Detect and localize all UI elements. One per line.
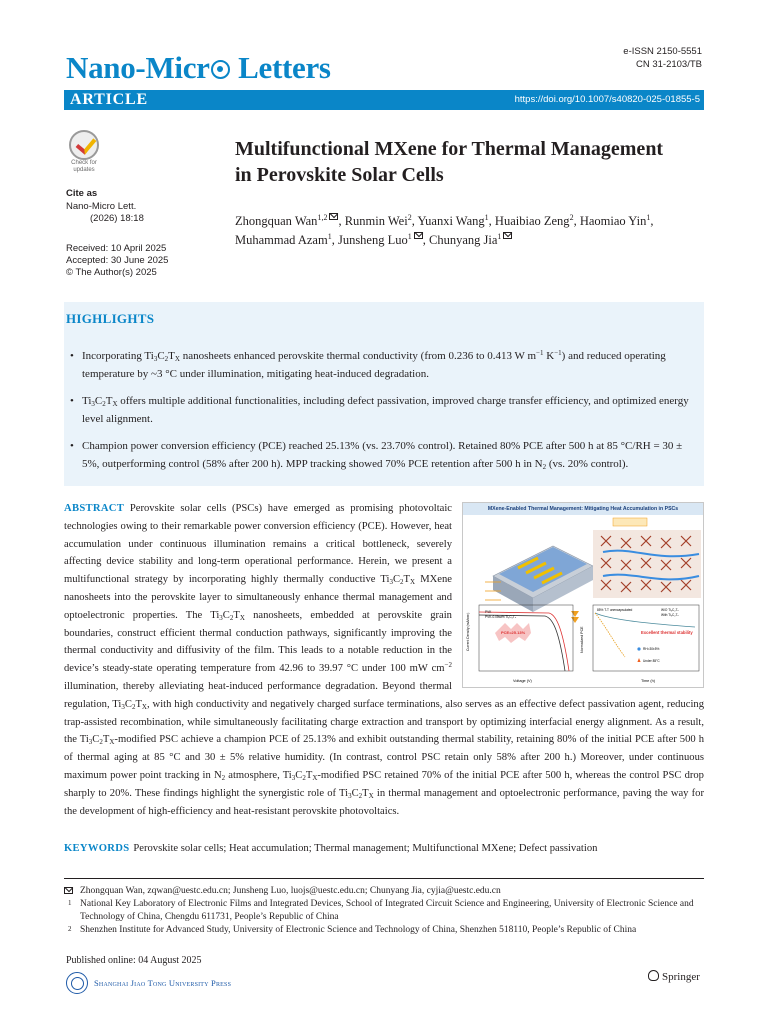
jv-curve-chart (465, 601, 577, 685)
author[interactable]: Junsheng Luo$^1$ (338, 233, 423, 247)
stability-legend-2: With Ti₃C₂Tₓ (661, 613, 679, 617)
jv-curve-control (479, 615, 565, 671)
doi-link[interactable]: https://doi.org/10.1007/s40820-025-01855-5 (514, 94, 700, 105)
highlight-item: • Incorporating $Ti_3C_2T_X$ nanosheets enhanced perovskite thermal conductivity (from 0.236 to 0.413 W $m^{-1}$ $K^{-1}$) and reduced operating temperature by ~3 °C under illumination, mitigating heat-induced degradation. (68, 347, 700, 383)
keywords-list: Perovskite solar cells; Heat accumulation; Thermal management; Multifunctional MXene; Defect passivation (133, 843, 598, 854)
copyright: © The Author(s) 2025 (66, 267, 157, 278)
author-list: Zhongquan Wan$^{1,2}$ , Runmin Wei$^2$, Yuanxi Wang$^1$, Huaibiao Zeng$^2$, Haomiao Yin$^1$, Muhammad Azam$^1$, Junsheng Luo$^1$ , Chunyang Jia$^1$ (235, 213, 654, 247)
stability-temp: Under 85°C (643, 659, 660, 663)
email-icon[interactable] (414, 232, 423, 239)
affiliation-1: 1 National Key Laboratory of Electronic Films and Integrated Devices, School of Integrated Circuit Science and Engineering, University of Electronic Science and Technology of China, Chengdu 611731, People’s Republic of China (68, 899, 694, 922)
publisher-name: Shanghai Jiao Tong University Press (94, 978, 232, 988)
author[interactable]: Runmin Wei$^2$ (344, 213, 412, 228)
stability-xlabel: Time (h) (641, 679, 655, 683)
highlights-box (64, 302, 704, 486)
accepted-date: Accepted: 30 June 2025 (66, 255, 169, 266)
published-online: Published online: 04 August 2025 (66, 955, 202, 966)
journal-logo-icon (211, 60, 230, 79)
highlight-item: • Champion power conversion efficiency (PCE) reached 25.13% (vs. 23.70% control). Retained 80% PCE after 500 h at 85 °C/RH = 30 ± 5%, outperforming control (58% after 200 h). MPP tracking showed 70% PCE retention after 500 h in $N_2$ (vs. 20% control). (68, 437, 700, 473)
stability-ylabel: Normalized PCE (580, 626, 584, 653)
stability-rh: RH=30±5% (643, 647, 660, 651)
highlight-item: • $Ti_3C_2T_X$ offers multiple additional functionalities, including defect passivation, improved charge transfer efficiency, and optimized energy level alignment. (68, 392, 700, 428)
abstract-heading: ABSTRACT (64, 503, 125, 514)
jv-legend-2: PVK-0.05wt% Ti₃C₂Tₓ (485, 615, 516, 619)
author[interactable]: Yuanxi Wang$^1$ (417, 213, 489, 228)
section-label: ARTICLE (70, 91, 148, 108)
email-icon[interactable] (329, 213, 338, 220)
corresponding-authors: Zhongquan Wan, zqwan@uestc.edu.cn; Junsheng Luo, luojs@uestc.edu.cn; Chunyang Jia, cyjia@uestc.edu.cn (64, 885, 704, 897)
email-icon[interactable] (503, 232, 512, 239)
author[interactable]: Muhammad Azam$^1$ (235, 232, 332, 247)
abstract: ABSTRACT Perovskite solar cells (PSCs) have emerged as promising photovoltaic technologies owing to their remarkable power conversion efficiency (PCE). However, heat accumulation under continuous illumination remains a critical bottleneck, severely affecting device stability and long-term operational performance. Herein, we present a multifunctional strategy by incorporating highly thermally conductive $Ti_3C_2T_X$ MXene nanosheets into the perovskite layer to simultaneously enhance thermal management and optoelectronic properties. The $Ti_3C_2T_X$ nanosheets, embedded at perovskite grain boundaries, construct efficient thermal conduction pathways, significantly improving the thermal conductivity and diffusivity of the film. This leads to a notable reduction in the device’s steady-state operating temperature from 42.96 to 39.97 °C under 100 mW $cm^{-2}$ illumination, thereby alleviating heat-induced performance degradation. Beyond thermal regulation, $Ti_3C_2T_X$, with high conductivity and negatively charged surface terminations, also serves as an effective defect passivation agent, reducing trap-assisted recombination, while simultaneously facilitating charge extraction and transport by optimizing interfacial energy alignment. As a result, the $Ti_3C_2T_X$-modified PSC achieve a champion PCE of 25.13% and exhibit outstanding thermal stability, retaining 80% of the initial PCE after 500 h of thermal aging at 85 °C and 30 ± 5% relative humidity. (In contrast, control PSC retain only 58% after 200 h.) Moreover, under continuous maximum power point tracking in $N_2$ atmosphere, $Ti_3C_2T_X$-modified PSC retained 70% of the initial PCE after 500 h, whereas the control PSC drop sharply to 20%. These findings highlight the synergistic role of $Ti_3C_2T_X$ in thermal management and optoelectronic performance, paving the way for the development of high-efficiency and heat-resistant perovskite photovoltaics. (64, 503, 704, 817)
springer-logo[interactable]: Springer (648, 970, 700, 983)
jv-chart-ylabel: Current Density (mA/cm²) (466, 612, 470, 651)
stability-curve-mxene (595, 613, 695, 627)
jv-pce-label: PCE=25.13% (501, 630, 526, 635)
footnotes (64, 878, 704, 937)
article-bar (64, 90, 704, 110)
author[interactable]: Zhongquan Wan$^{1,2}$ (235, 214, 338, 228)
author[interactable]: Huaibiao Zeng$^2$ (494, 213, 574, 228)
stability-condition: 85% T-T unencapsulated (597, 608, 633, 612)
graphical-abstract-banner: MXene-Enabled Thermal Management: Mitigating Heat Accumulation in PSCs (463, 503, 703, 515)
springer-horse-icon (648, 970, 659, 981)
paper-title: Multifunctional MXene for Thermal Management in Perovskite Solar Cells (235, 138, 664, 186)
graphical-abstract[interactable] (462, 502, 704, 688)
email-icon (64, 887, 73, 894)
eissn: e-ISSN 2150-5551 (623, 46, 702, 57)
author[interactable]: Chunyang Jia$^1$ (429, 233, 512, 247)
publisher-logo[interactable] (66, 970, 286, 996)
jv-curve-mxene (479, 612, 569, 671)
cite-as: Cite as Nano-Micro Lett. (2026) 18:18 (66, 188, 144, 224)
jv-legend-1: PVK (485, 610, 492, 614)
keywords (64, 842, 704, 856)
stability-note: Excellent thermal stability (641, 630, 693, 635)
stability-legend-1: W/O Ti₃C₂Tₓ (661, 608, 679, 612)
journal-title: Nano-Micr Letters (66, 50, 331, 85)
jv-chart-xlabel: Voltage (V) (513, 679, 532, 683)
highlights-title: HIGHLIGHTS (66, 311, 155, 326)
crystal-lattice-illustration (593, 518, 701, 598)
received-date: Received: 10 April 2025 (66, 243, 167, 254)
check-for-updates-icon (69, 130, 99, 160)
issn-block (623, 45, 702, 71)
article-dates (66, 243, 168, 279)
sjtu-seal-icon (66, 972, 88, 994)
author[interactable]: Haomiao Yin$^1$ (579, 213, 651, 228)
stability-chart (579, 601, 703, 685)
cn-number: CN 31-2103/TB (635, 59, 702, 70)
keywords-heading: KEYWORDS (64, 843, 130, 854)
flame-icon (637, 658, 640, 662)
affiliation-2: 2 Shenzhen Institute for Advanced Study, University of Electronic Science and Technology of China, Shenzhen 518110, People’s Republic of China (68, 924, 637, 935)
humidity-icon (637, 647, 640, 650)
check-for-updates-badge[interactable]: Check for updates (66, 130, 102, 176)
